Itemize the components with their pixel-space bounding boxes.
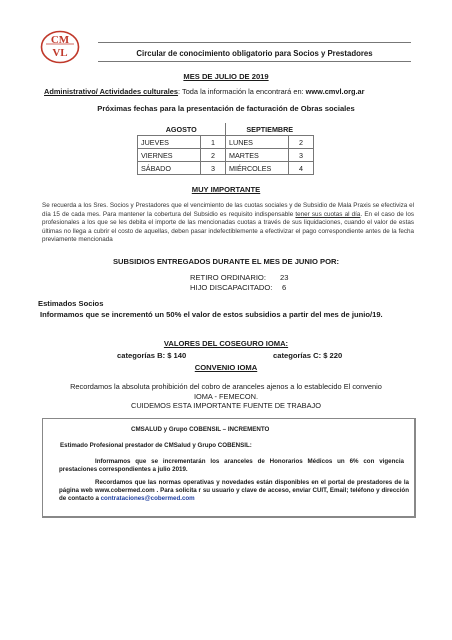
cell-day: SÁBADO — [138, 162, 201, 175]
estimados-text: Informamos que se incrementó un 50% el valor de estos subsidios a partir del mes de junio/19. — [40, 310, 383, 319]
table-header-row — [138, 123, 314, 136]
header-title: Circular de conocimiento obligatorio para Socios y Prestadores — [136, 49, 373, 58]
estimados-title: Estimados Socios — [38, 299, 104, 308]
cobermed-web-link[interactable]: www.cobermed.com — [94, 487, 155, 495]
category-b-value: categorías B: $ 140 — [117, 351, 187, 360]
col-header-september: SEPTIEMBRE — [226, 123, 314, 136]
cell-num: 4 — [289, 162, 314, 175]
cell-num: 3 — [289, 149, 314, 162]
contact-email-link[interactable]: contrataciones@cobermed.com — [100, 495, 195, 503]
header-divider-bottom — [98, 61, 411, 62]
convenio-line-3: CUIDEMOS ESTA IMPORTANTE FUENTE DE TRABAJO — [131, 401, 321, 411]
table-row — [138, 162, 314, 175]
convenio-text — [0, 382, 452, 411]
svg-text:VL: VL — [52, 47, 68, 59]
important-paragraph — [42, 202, 414, 245]
table-row — [138, 136, 314, 149]
table-row — [138, 149, 314, 162]
cell-day: JUEVES — [138, 136, 201, 149]
svg-text:CM: CM — [50, 34, 70, 46]
important-title: MUY IMPORTANTE — [191, 185, 261, 194]
retiro-value: 23 — [280, 273, 289, 282]
important-text-underlined: tener sus cuotas al día — [295, 210, 361, 218]
cell-day: MIÉRCOLES — [226, 162, 289, 175]
month-title: MES DE JULIO DE 2019 — [183, 72, 269, 81]
admin-website-link[interactable]: www.cmvl.org.ar — [305, 87, 365, 96]
admin-text: : Toda la información la encontrará en: — [178, 87, 306, 96]
convenio-line-2: IOMA - FEMECON. — [193, 391, 259, 401]
billing-dates-table — [137, 123, 314, 175]
billing-title: Próximas fechas para la presentación de facturación de Obras sociales — [97, 104, 355, 113]
col-header-august: AGOSTO — [138, 123, 226, 136]
cmsalud-title: CMSALUD y Grupo COBENSIL – INCREMENTO — [131, 426, 270, 433]
cell-day: LUNES — [226, 136, 289, 149]
important-text-b: . En el caso de los profesionales a los que se les debita el importe de las mencionadas cuotas a través de sus liquidaciones, cuando el valor de estas últimas no llega a cubrir el costo de aquellas, deben pasar indefectiblemente a efectivizar el pago correspondiente antes de la fecha previamente mencionada — [42, 210, 414, 244]
hijo-value: 6 — [282, 283, 287, 292]
important-text-a: Se recuerda a los Sres. Socios y Prestadores que el vencimiento de las cuotas sociales y de Subsidio de Mala Praxis se efectiviza el día 15 de cada mes. Para mantener la cobertura del Subsidio es requisito indispensable — [42, 202, 414, 218]
category-c-value: categorías C: $ 220 — [273, 351, 343, 360]
coseguro-title: VALORES DEL COSEGURO IOMA: — [163, 339, 289, 348]
convenio-line-1: Recordamos la absoluta prohibición del cobro de aranceles ajenos a lo establecido El convenio — [70, 382, 382, 391]
cmsalud-greeting: Estimado Profesional prestador de CMSalud y Grupo COBENSIL: — [60, 442, 252, 449]
subsidies-title: SUBSIDIOS ENTREGADOS DURANTE EL MES DE JUNIO POR: — [112, 257, 339, 266]
cell-day: VIERNES — [138, 149, 201, 162]
cmvl-logo — [40, 30, 80, 64]
cmsalud-reminder-a: Recordamos que las normas operativas y novedades están disponibles en el portal de prestadores de la página web — [59, 479, 409, 495]
header-divider-top — [98, 42, 411, 43]
cmsalud-info: Informamos que se incrementarán los aranceles de Honorarios Médicos un 6% con vigencia prestaciones correspondientes a julio 2019. — [59, 458, 404, 473]
cmsalud-reminder-b: . Para solicita r su usuario y clave de acceso, enviar CUIT, Email; teléfono y dirección de contacto a — [59, 487, 409, 503]
cell-num: 3 — [201, 162, 226, 175]
admin-line — [44, 87, 365, 96]
cell-num: 1 — [201, 136, 226, 149]
convenio-title: CONVENIO IOMA — [194, 363, 258, 372]
cell-num: 2 — [201, 149, 226, 162]
retiro-label: RETIRO ORDINARIO: — [190, 273, 266, 282]
hijo-label: HIJO DISCAPACITADO: — [190, 283, 273, 292]
cmsalud-reminder — [59, 479, 409, 504]
cell-day: MARTES — [226, 149, 289, 162]
cell-num: 2 — [289, 136, 314, 149]
admin-label: Administrativo/ Actividades culturales — [44, 87, 179, 96]
